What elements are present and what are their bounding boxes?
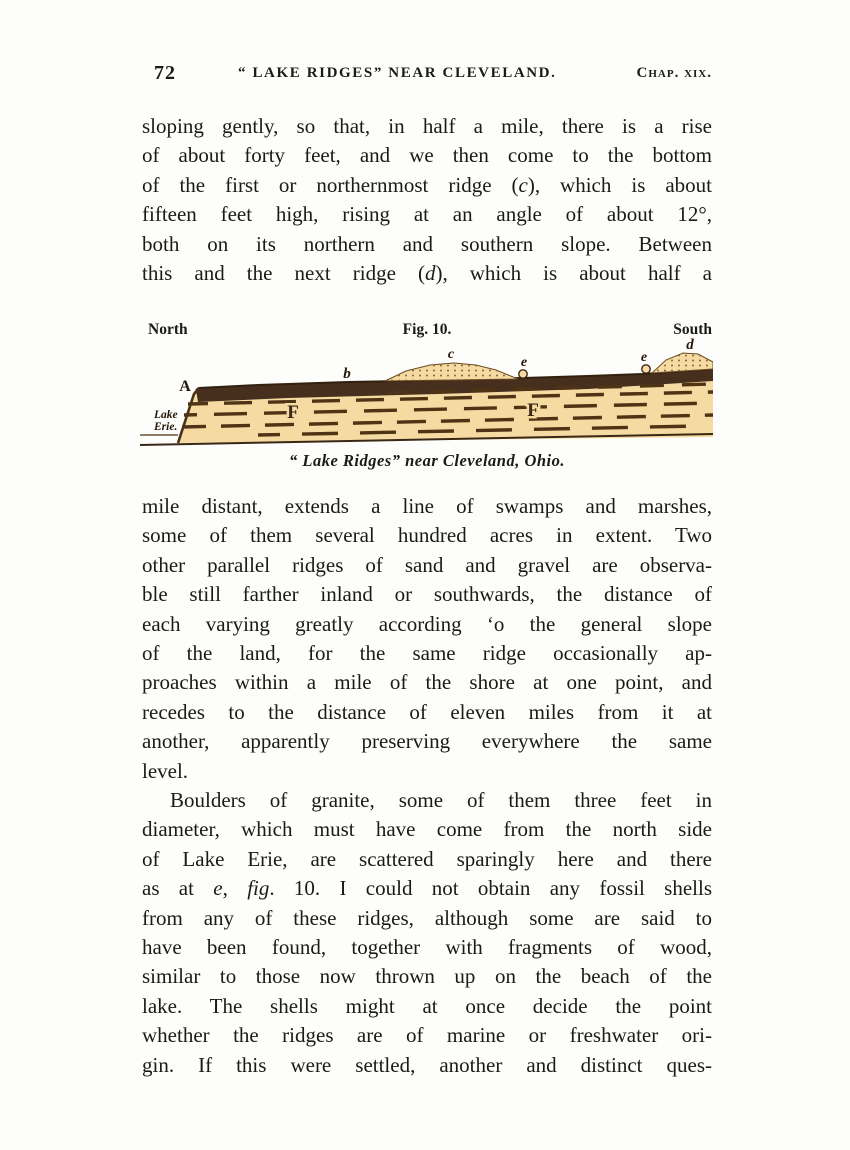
text-line: whether the ridges are of marine or freshwater ori- <box>142 1023 712 1048</box>
text-line: recedes to the distance of eleven miles from it at <box>142 699 712 724</box>
text-line: of the first or northernmost ridge (c), which is about <box>142 172 712 197</box>
label-e-right: e <box>640 350 648 365</box>
paragraph-2 <box>142 492 712 786</box>
text-line: of the land, for the same ridge occasionally ap- <box>142 640 712 665</box>
text-line: Boulders of granite, some of them three feet in <box>170 788 712 812</box>
text-line: from any of these ridges, although some are said to <box>142 905 712 930</box>
text-line: have been found, together with fragments of wood, <box>142 934 712 959</box>
page-number: 72 <box>154 62 176 84</box>
text-line: proaches within a mile of the shore at one point, and <box>142 670 712 695</box>
text-line: some of them several hundred acres in extent. Two <box>142 523 712 548</box>
chapter-label: Chap. xix. <box>636 65 712 81</box>
figure-direction-north: North <box>148 321 188 338</box>
label-F-right: F <box>527 400 539 421</box>
text-line: both on its northern and southern slope. Between <box>142 231 712 256</box>
figure-caption: “ Lake Ridges” near Cleveland, Ohio. <box>288 451 566 470</box>
running-title: “ LAKE RIDGES” NEAR CLEVELAND. <box>238 65 557 81</box>
text-line: other parallel ridges of sand and gravel are observa- <box>142 552 712 577</box>
text-line: of Lake Erie, are scattered sparingly here and there <box>142 846 712 871</box>
text-line: sloping gently, so that, in half a mile, there is a rise <box>142 114 712 138</box>
text-line: of about forty feet, and we then come to the bottom <box>142 143 712 168</box>
figure-number: Fig. 10. <box>402 321 452 338</box>
label-F-left: F <box>287 402 299 423</box>
ridge-d <box>652 353 713 373</box>
label-lake-erie-1: Lake <box>154 409 178 421</box>
ridge-c <box>385 363 518 381</box>
text-line: fifteen feet high, rising at an angle of about 12°, <box>142 202 712 227</box>
text-line: diameter, which must have come from the north side <box>142 817 712 842</box>
paragraph-3 <box>142 786 712 1080</box>
text-line: gin. If this were settled, another and distinct ques- <box>142 1052 712 1077</box>
paragraph-1 <box>142 112 712 288</box>
geological-cross-section-figure <box>138 338 713 446</box>
text-line: this and the next ridge (d), which is about half a <box>142 260 712 285</box>
label-e-mid: e <box>520 355 528 370</box>
label-c: c <box>447 347 455 362</box>
figure-direction-south: South <box>673 321 712 338</box>
text-line: lake. The shells might at once decide the point <box>142 993 712 1018</box>
text-line: ble still farther inland or southwards, the distance of <box>142 582 712 607</box>
boulder-e-right <box>642 365 650 373</box>
boulder-e-mid <box>519 370 527 378</box>
text-line: another, apparently preserving everywhere the same <box>142 729 712 754</box>
label-b: b <box>343 366 351 382</box>
page-header <box>142 62 712 88</box>
label-d: d <box>686 338 694 353</box>
text-line: level. <box>142 758 189 783</box>
text-line: as at e, fig. 10. I could not obtain any fossil shells <box>142 876 712 901</box>
text-line: each varying greatly according ‘o the general slope <box>142 611 712 636</box>
text-line: mile distant, extends a line of swamps and marshes, <box>142 494 712 518</box>
label-lake-erie-2: Erie. <box>154 421 178 433</box>
text-line: similar to those now thrown up on the beach of the <box>142 964 712 989</box>
label-A: A <box>179 378 191 395</box>
